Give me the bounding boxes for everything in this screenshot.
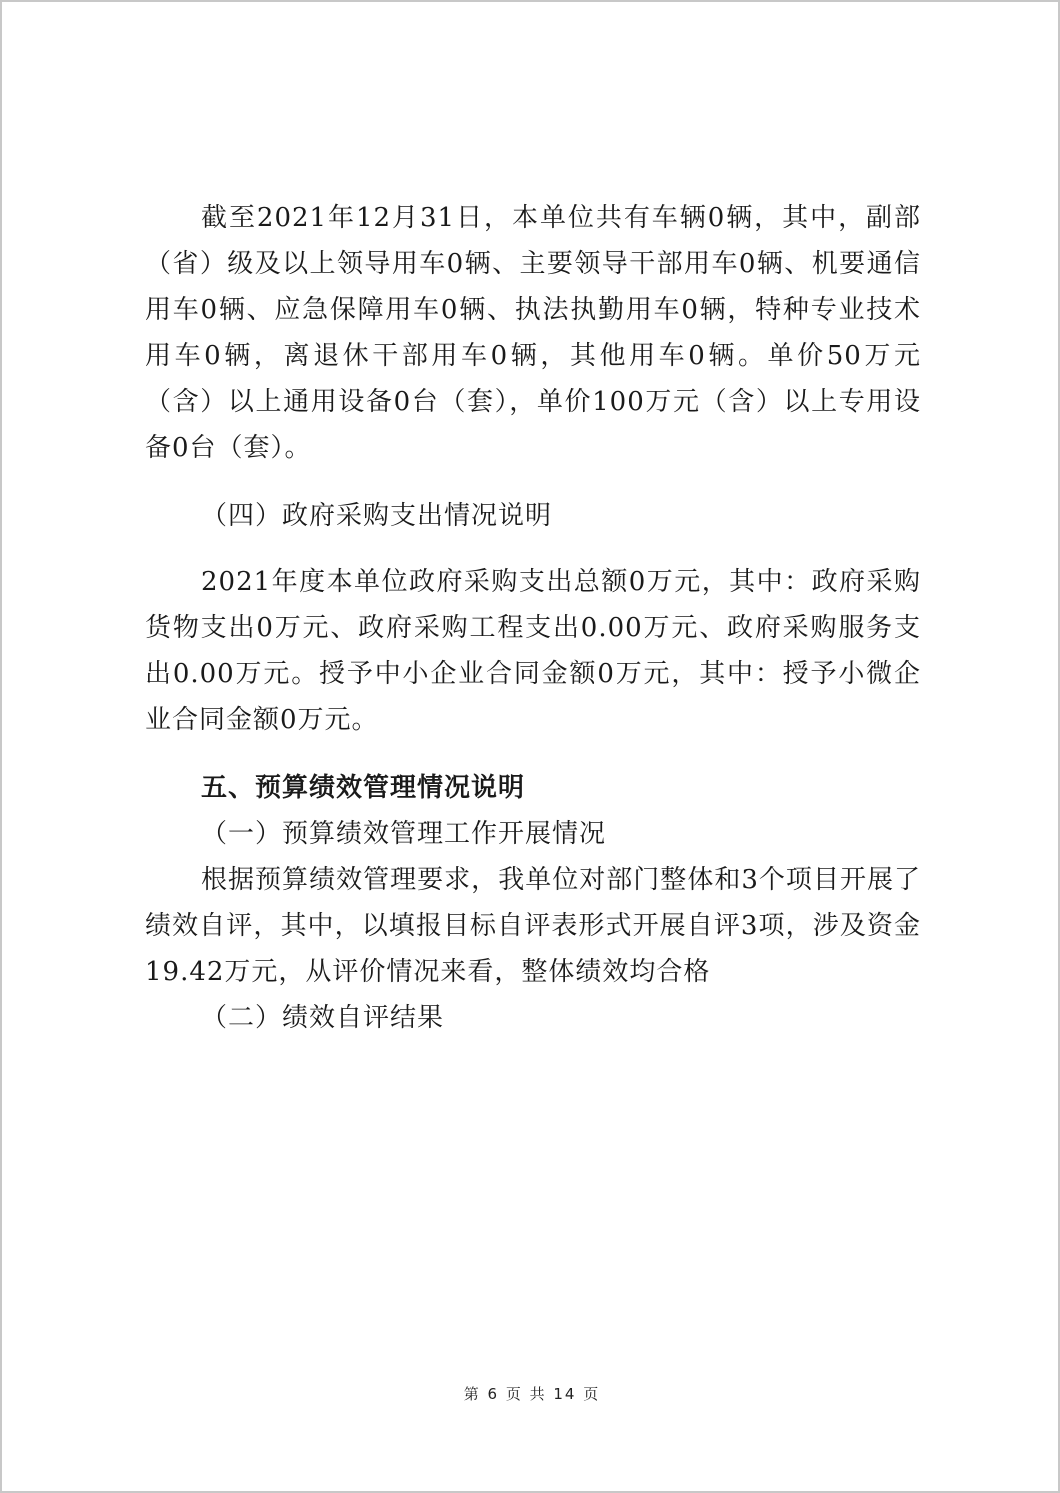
page-content <box>145 195 921 1041</box>
procurement-heading: （四）政府采购支出情况说明 <box>201 501 553 531</box>
spacer <box>145 539 921 559</box>
page-number-footer: 第 6 页 共 14 页 <box>463 1385 601 1403</box>
procurement-paragraph: 2021年度本单位政府采购支出总额0万元，其中：政府采购货物支出0万元、政府采购工程支出0.00万元、政府采购服务支出0.00万元。授予中小企业合同金额0万元，其中：授予小微企业合同金额0万元。 <box>145 567 921 735</box>
performance-subheading-1: （一）预算绩效管理工作开展情况 <box>201 819 607 849</box>
performance-subheading-2: （二）绩效自评结果 <box>201 1003 445 1033</box>
vehicles-paragraph: 截至2021年12月31日，本单位共有车辆0辆，其中，副部（省）级及以上领导用车0辆、主要领导干部用车0辆、机要通信用车0辆、应急保障用车0辆、执法执勤用车0辆，特种专业技术用车0辆，离退休干部用车0辆，其他用车0辆。单价50万元（含）以上通用设备0台（套），单价100万元（含）以上专用设备0台（套）。 <box>145 203 921 463</box>
spacer <box>145 743 921 765</box>
performance-heading: 五、预算绩效管理情况说明 <box>201 773 526 803</box>
performance-paragraph: 根据预算绩效管理要求，我单位对部门整体和3个项目开展了绩效自评，其中，以填报目标自评表形式开展自评3项，涉及资金19.42万元，从评价情况来看，整体绩效均合格 <box>145 865 921 987</box>
spacer <box>145 471 921 493</box>
